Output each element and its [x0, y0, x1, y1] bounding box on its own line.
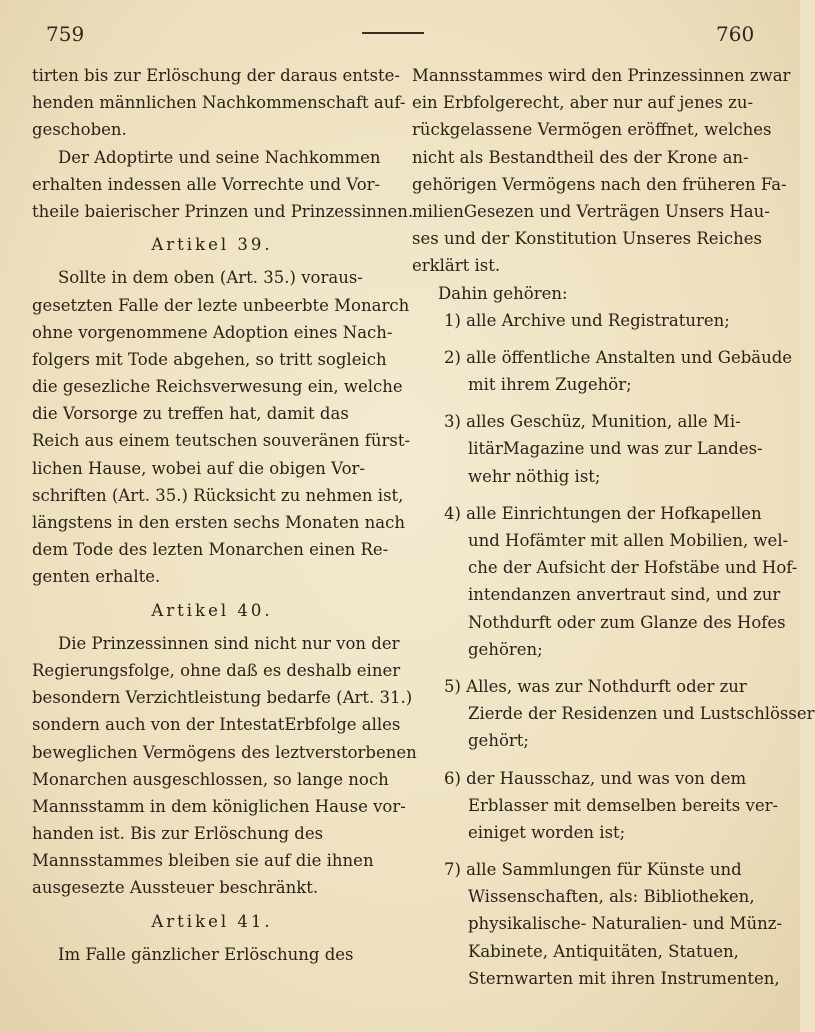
- text-line: längstens in den ersten sechs Monaten nach: [32, 513, 405, 532]
- text-line: tirten bis zur Erlöschung der daraus entste-: [32, 66, 400, 85]
- text-line: beweglichen Vermögens des leztverstorbenen: [32, 742, 417, 762]
- list-item-continuation: Nothdurft oder zum Glanze des Hofes: [468, 612, 786, 632]
- text-line: Monarchen ausgeschlossen, so lange noch: [32, 769, 389, 789]
- text-line: schriften (Art. 35.) Rücksicht zu nehmen ist,: [32, 485, 404, 505]
- list-item: 4) alle Einrichtungen der Hofkapellen: [444, 503, 762, 523]
- text-line: geschoben.: [32, 120, 127, 140]
- list-item: 2) alle öffentliche Anstalten und Gebäude: [444, 347, 793, 367]
- text-line: henden männlichen Nachkommenschaft auf-: [32, 93, 406, 113]
- article-heading: Artikel 41.: [151, 911, 273, 931]
- text-line: die gesezliche Reichsverwesung ein, welche: [32, 377, 403, 397]
- list-item-continuation: Sternwarten mit ihren Instrumenten,: [468, 968, 780, 988]
- text-line: ohne vorgenommene Adoption eines Nach-: [32, 322, 393, 342]
- list-item-continuation: intendanzen anvertraut sind, und zur: [468, 585, 781, 605]
- text-line: Reich aus einem teutschen souveränen fürst-: [32, 431, 411, 451]
- text-line: Mannsstammes bleiben sie auf die ihnen: [32, 851, 374, 871]
- text-line: lichen Hause, wobei auf die obigen Vor-: [32, 458, 365, 478]
- text-line: erklärt ist.: [412, 256, 501, 276]
- list-item: 7) alle Sammlungen für Künste und: [444, 860, 742, 880]
- list-item-continuation: litärMagazine und was zur Landes-: [468, 439, 763, 459]
- paragraph-first-line: Der Adoptirte und seine Nachkommen: [58, 147, 381, 167]
- list-item-continuation: physikalische- Naturalien- und Münz-: [468, 914, 783, 934]
- list-item: 6) der Hausschaz, und was von dem: [444, 768, 747, 788]
- list-item-continuation: Wissenschaften, als: Bibliotheken,: [468, 887, 755, 907]
- text-line: dem Tode des lezten Monarchen einen Re-: [32, 540, 389, 560]
- right-page-number: 760: [716, 22, 755, 46]
- list-item-continuation: wehr nöthig ist;: [468, 466, 601, 486]
- list-item-continuation: Zierde der Residenzen und Lustschlösser: [468, 704, 815, 724]
- text-line: erhalten indessen alle Vorrechte und Vor-: [32, 174, 381, 194]
- text-line: gehörigen Vermögens nach den früheren Fa-: [412, 174, 787, 194]
- list-item: 5) Alles, was zur Nothdurft oder zur: [444, 676, 747, 696]
- list-item: 3) alles Geschüz, Munition, alle Mi-: [444, 412, 741, 432]
- text-line: nicht als Bestandtheil des der Krone an-: [412, 147, 749, 167]
- spacer: [412, 490, 778, 500]
- list-item-continuation: und Hofämter mit allen Mobilien, wel-: [468, 531, 789, 550]
- article-heading: Artikel 39.: [151, 235, 273, 255]
- paragraph-first-line: Im Falle gänzlicher Erlöschung des: [58, 944, 354, 964]
- spacer: [412, 755, 778, 765]
- text-line: besondern Verzichtleistung bedarfe (Art. 31.): [32, 688, 413, 708]
- text-line: gesetzten Falle der lezte unbeerbte Monarch: [32, 295, 410, 315]
- list-item-continuation: einiget worden ist;: [468, 822, 626, 842]
- header-rule: [362, 32, 424, 34]
- text-line: Mannsstammes wird den Prinzessinnen zwar: [412, 66, 791, 85]
- text-line: ses und der Konstitution Unseres Reiches: [412, 229, 762, 249]
- list-item-continuation: che der Aufsicht der Hofstäbe und Hof-: [468, 558, 798, 578]
- text-line: folgers mit Tode abgehen, so tritt sogleich: [32, 349, 387, 369]
- article-heading: Artikel 40.: [151, 600, 273, 620]
- spacer: [412, 334, 778, 344]
- text-line: ein Erbfolgerecht, aber nur auf jenes zu-: [412, 93, 754, 113]
- left-text-column: [32, 62, 417, 968]
- list-item-continuation: Erblasser mit demselben bereits ver-: [468, 795, 779, 815]
- text-line: Regierungsfolge, ohne daß es deshalb einer: [32, 660, 401, 680]
- left-page-number: 759: [46, 22, 85, 46]
- list-item-continuation: gehört;: [468, 731, 529, 751]
- spacer: [412, 663, 778, 673]
- text-line: Mannsstamm in dem königlichen Hause vor-: [32, 796, 406, 816]
- paragraph-first-line: Die Prinzessinnen sind nicht nur von der: [58, 633, 400, 653]
- text-line: theile baierischer Prinzen und Prinzessinnen.: [32, 201, 414, 221]
- list-item-continuation: Kabinete, Antiquitäten, Statuen,: [468, 941, 739, 961]
- text-line: ausgesezte Aussteuer beschränkt.: [32, 878, 319, 898]
- spacer: [412, 846, 778, 856]
- text-line: milienGesezen und Verträgen Unsers Hau-: [412, 201, 770, 221]
- list-item-continuation: mit ihrem Zugehör;: [468, 375, 632, 395]
- spacer: [412, 398, 778, 408]
- text-line: rückgelassene Vermögen eröffnet, welches: [412, 120, 772, 140]
- list-item-continuation: gehören;: [468, 639, 543, 659]
- text-line: die Vorsorge zu treffen hat, damit das: [32, 404, 349, 424]
- text-line: sondern auch von der IntestatErbfolge alles: [32, 715, 401, 735]
- paragraph-first-line: Sollte in dem oben (Art. 35.) voraus-: [58, 268, 363, 288]
- right-text-column: [412, 62, 815, 992]
- list-item: 1) alle Archive und Registraturen;: [444, 310, 730, 330]
- paragraph-first-line: Dahin gehören:: [438, 283, 568, 303]
- text-line: handen ist. Bis zur Erlöschung des: [32, 824, 324, 844]
- text-line: genten erhalte.: [32, 567, 161, 587]
